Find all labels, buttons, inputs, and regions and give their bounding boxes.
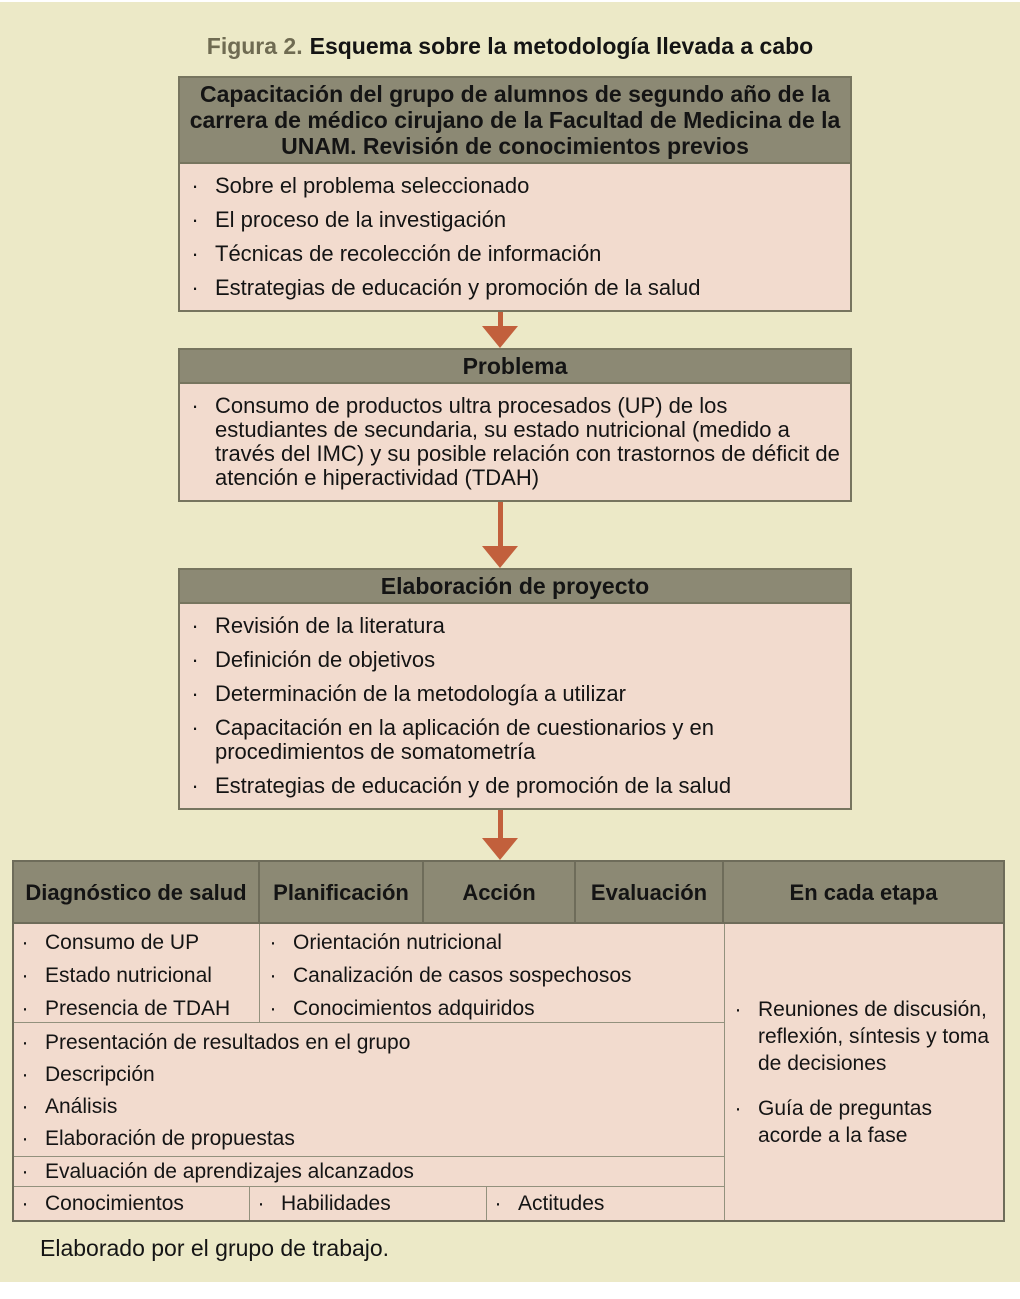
column-header-planificacion: Planificación [260, 862, 424, 922]
cell-conocimientos [14, 1187, 250, 1220]
list-item-text: Guía de preguntas acorde a la fase [758, 1096, 932, 1147]
list-item [20, 1127, 722, 1150]
flow-box-problema [178, 348, 852, 502]
table-row [14, 924, 724, 1022]
list-item [20, 1063, 722, 1086]
list-item-text: Reuniones de discusión, reflexión, síntesis y toma de decisiones [758, 997, 990, 1075]
bullet-dot: · [21, 931, 29, 954]
list-item [733, 1095, 999, 1149]
list-item [190, 716, 842, 764]
list-item-text: Habilidades [281, 1192, 391, 1215]
bullet-dot: · [191, 647, 199, 672]
figure-label: Figura 2. [206, 33, 303, 59]
flow-arrow-down-1 [482, 312, 518, 348]
table-header-row [14, 862, 1003, 924]
bullet-dot: · [21, 1160, 29, 1183]
flow-box-problema-body [180, 384, 850, 500]
bullet-dot: · [21, 1192, 29, 1215]
flow-box-problema-header: Problema [180, 350, 850, 384]
list-item-text: Descripción [45, 1063, 155, 1086]
list-item [190, 614, 842, 638]
bullet-dot: · [191, 773, 199, 798]
bullet-dot: · [191, 393, 199, 418]
list-item [20, 997, 257, 1020]
list-item-text: Sobre el problema seleccionado [215, 173, 530, 198]
bullet-dot: · [21, 1031, 29, 1054]
cell-evaluacion-aprendizajes [14, 1156, 724, 1186]
list-item-text: Revisión de la literatura [215, 613, 445, 638]
methodology-table [12, 860, 1005, 1222]
list-item [190, 208, 842, 232]
list-item [20, 931, 257, 954]
list-item [190, 174, 842, 198]
flow-box-elaboracion-body [180, 604, 850, 808]
table-body [14, 924, 1003, 1220]
list-item [20, 1160, 722, 1183]
figure-footnote: Elaborado por el grupo de trabajo. [40, 1235, 390, 1261]
bullet-dot: · [191, 715, 199, 740]
list-item [190, 242, 842, 266]
bullet-dot: · [21, 997, 29, 1020]
arrow-stem [498, 502, 503, 546]
bullet-dot: · [269, 997, 277, 1020]
cell-resultados [14, 1022, 724, 1156]
list-item-text: Consumo de productos ultra procesados (UP) de los estudiantes de secundaria, su estado nutricional (medido a través del IMC) y su posible relación con trastornos de déficit de atención e hiperactividad (TDAH) [215, 393, 840, 490]
list-item [190, 648, 842, 672]
column-header-etapa: En cada etapa [789, 879, 938, 905]
column-header-diagnostico: Diagnóstico de salud [14, 862, 260, 922]
arrow-head-icon [482, 838, 518, 860]
flow-box-capacitacion-header: Capacitación del grupo de alumnos de segundo año de la carrera de médico cirujano de la Facultad de Medicina de la UNAM. Revisión de conocimientos previos [180, 78, 850, 164]
list-item-text: Técnicas de recolección de información [215, 241, 602, 266]
list-item [190, 394, 842, 490]
bullet-dot: · [21, 1127, 29, 1150]
bullet-dot: · [269, 964, 277, 987]
bullet-dot: · [21, 1095, 29, 1118]
list-item-text: Conocimientos adquiridos [293, 997, 535, 1020]
list-item [20, 964, 257, 987]
figure-canvas [0, 2, 1020, 1282]
cell-actitudes [487, 1187, 724, 1220]
list-item-text: Orientación nutricional [293, 931, 502, 954]
cell-planificacion-accion-evaluacion [260, 924, 724, 1022]
list-item [20, 1095, 722, 1118]
bullet-dot: · [21, 964, 29, 987]
arrow-stem [498, 312, 503, 326]
cell-habilidades [250, 1187, 487, 1220]
bullet-dot: · [257, 1192, 265, 1215]
arrow-head-icon [482, 546, 518, 568]
list-item [268, 964, 722, 987]
list-item-text: Análisis [45, 1095, 118, 1118]
flow-box-capacitacion [178, 76, 852, 312]
table-row-competencias [14, 1186, 724, 1220]
flow-arrow-down-3 [482, 810, 518, 860]
list-item-text: Conocimientos [45, 1192, 184, 1215]
list-item-text: Estrategias de educación y de promoción de la salud [215, 773, 732, 798]
arrow-stem [498, 810, 503, 838]
list-item [268, 931, 722, 954]
bullet-dot: · [734, 997, 742, 1021]
cell-diagnostico [14, 924, 260, 1022]
list-item-text: Determinación de la metodología a utilizar [215, 681, 626, 706]
column-header-accion: Acción [424, 862, 576, 922]
list-item-text: Elaboración de propuestas [45, 1127, 295, 1150]
bullet-dot: · [494, 1192, 502, 1215]
list-item-text: Canalización de casos sospechosos [293, 964, 632, 987]
column-header-evaluacion: Evaluación [576, 862, 724, 922]
arrow-head-icon [482, 326, 518, 348]
bullet-dot: · [191, 681, 199, 706]
list-item-text: Evaluación de aprendizajes alcanzados [45, 1160, 414, 1183]
bullet-dot: · [191, 173, 199, 198]
cell-en-cada-etapa [724, 924, 1003, 1220]
list-item [190, 276, 842, 300]
list-item-text: Presencia de TDAH [45, 997, 231, 1020]
list-item [190, 682, 842, 706]
flow-arrow-down-2 [482, 502, 518, 568]
list-item-text: Capacitación en la aplicación de cuestionarios y en procedimientos de somatometría [215, 715, 714, 764]
list-item-text: Estrategias de educación y promoción de la salud [215, 275, 701, 300]
list-item-text: Estado nutricional [45, 964, 212, 987]
list-item-text: Actitudes [518, 1192, 605, 1215]
list-item-text: Presentación de resultados en el grupo [45, 1031, 411, 1054]
list-item-text: Consumo de UP [45, 931, 200, 954]
bullet-dot: · [21, 1063, 29, 1086]
list-item [20, 1031, 722, 1054]
bullet-dot: · [191, 275, 199, 300]
bullet-dot: · [191, 613, 199, 638]
list-item-text: Definición de objetivos [215, 647, 436, 672]
list-item [733, 996, 999, 1077]
bullet-dot: · [191, 207, 199, 232]
list-item [190, 774, 842, 798]
list-item-text: El proceso de la investigación [215, 207, 507, 232]
figure-title [0, 33, 1020, 60]
flow-box-elaboracion [178, 568, 852, 810]
bullet-dot: · [191, 241, 199, 266]
bullet-dot: · [269, 931, 277, 954]
table-left-section [14, 924, 724, 1220]
flow-box-capacitacion-body [180, 164, 850, 310]
flow-box-elaboracion-header: Elaboración de proyecto [180, 570, 850, 604]
list-item [268, 997, 722, 1020]
bullet-dot: · [734, 1096, 742, 1120]
figure-title-text: Esquema sobre la metodología llevada a cabo [309, 33, 814, 59]
